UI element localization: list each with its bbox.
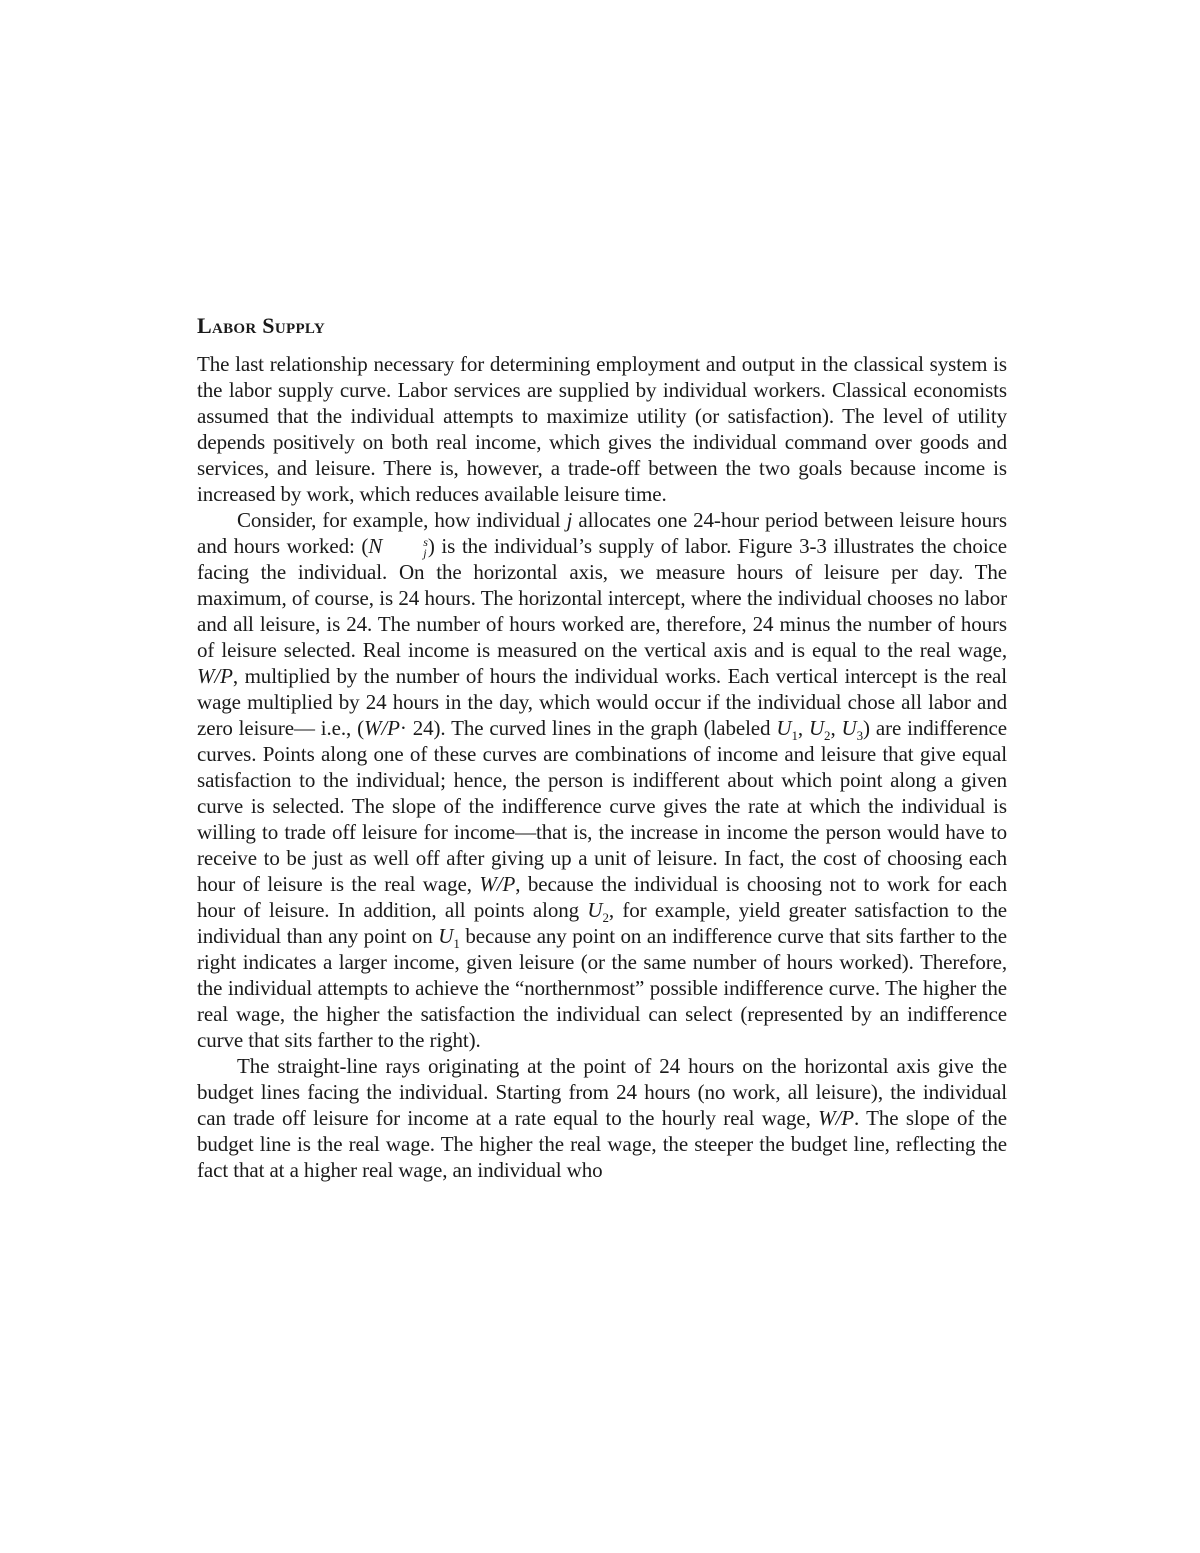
text-run: , [797, 716, 809, 741]
text-run: The last relationship necessary for determining employment and output in the classical system is the labor supply curve. Labor services are supplied by individual workers. Classical economists assumed that the individual attempts to maximize utility (or satisfaction). The level of utility depends positively on both real income, which gives the individual command over goods and services, and leisure. There is, however, a trade-off between the two goals because income is increased by work, which reduces available leisure time. [197, 352, 1007, 506]
text-run: Consider, for example, how individual [237, 508, 567, 532]
italic-text: U [587, 898, 603, 923]
text-run: ) is the individual’s supply of labor. Figure 3-3 illustrates the choice facing the individual. On the horizontal axis, we measure hours of leisure per day. The maximum, of course, is 24 hours. The horizontal intercept, where the individual chooses no labor and all leisure, is 24. The number of hours worked are, therefore, 24 minus the number of hours of leisure selected. Real income is measured on the vertical axis and is equal to the real wage, [197, 534, 1007, 663]
text-run: · 24). The curved lines in the graph (labeled [399, 716, 777, 741]
section-heading: Labor Supply [197, 313, 325, 338]
text-run: , because the individual is choosing not to work for each hour of leisure. In addition, all points along [197, 872, 1007, 923]
text-run: . The slope of the budget line is the real wage. The higher the real wage, the steeper the budget line, reflecting the fact that at a higher real wage, an individual who [197, 1106, 1008, 1183]
subscript: 3 [856, 728, 864, 744]
text-run: , multiplied by the number of hours the individual works. Each vertical intercept is the real wage multiplied by 24 hours in the day, which would occur if the individual chose all labor and zero leisure— i.e., ( [197, 664, 1007, 741]
italic-text: W/P [364, 716, 400, 741]
subscript: 2 [824, 728, 831, 744]
sup-sub-script [383, 537, 428, 559]
italic-text: W/P [818, 1106, 854, 1131]
text-run: , for example, yield greater satisfaction to the individual than any point on [197, 898, 1007, 949]
italic-text: U [808, 716, 825, 741]
paragraph-3 [197, 1053, 1007, 1183]
italic-text: U [776, 716, 792, 741]
superscript: s [423, 535, 428, 550]
subscript: 2 [602, 910, 609, 926]
italic-text: W/P [197, 664, 233, 689]
text-run: ) are indifference curves. Points along one of these curves are combinations of income and leisure that give equal satisfaction to the individual; hence, the person is indifferent about which point along a given curve is selected. The slope of the indifference curve gives the rate at which the individual is willing to trade off leisure for income—that is, the increase in income the person would have to receive to be just as well off after giving up a unit of leisure. In fact, the cost of choosing each hour of leisure is the real wage, [197, 716, 1007, 897]
text-run: allocates one 24-hour period between leisure hours and hours worked: ( [197, 508, 1007, 558]
paragraph-2 [197, 507, 1007, 1053]
italic-text: j [566, 508, 573, 532]
italic-text: U [841, 716, 857, 741]
text-run: , [830, 716, 842, 741]
text-run: because any point on an indifference curve that sits farther to the right indicates a larger income, given leisure (or the same number of hours worked). Therefore, the individual attempts to achieve the “northernmost” possible indifference curve. The higher the real wage, the higher the satisfaction the individual can select (represented by an indifference curve that sits farther to the right). [197, 924, 1008, 1053]
italic-text: W/P [479, 872, 516, 897]
italic-text: U [438, 924, 454, 949]
page-body [197, 312, 1007, 1183]
subscript: j [423, 546, 427, 561]
text-run: The straight-line rays originating at the point of 24 hours on the horizontal axis give the budget lines facing the individual. Starting from 24 hours (no work, all leisure), the individual can trade off leisure for income at a rate equal to the hourly real wage, [197, 1054, 1007, 1131]
subscript: 1 [453, 936, 460, 952]
paragraph-1 [197, 351, 1007, 507]
subscript: 1 [791, 728, 798, 744]
italic-text: N [368, 534, 383, 558]
